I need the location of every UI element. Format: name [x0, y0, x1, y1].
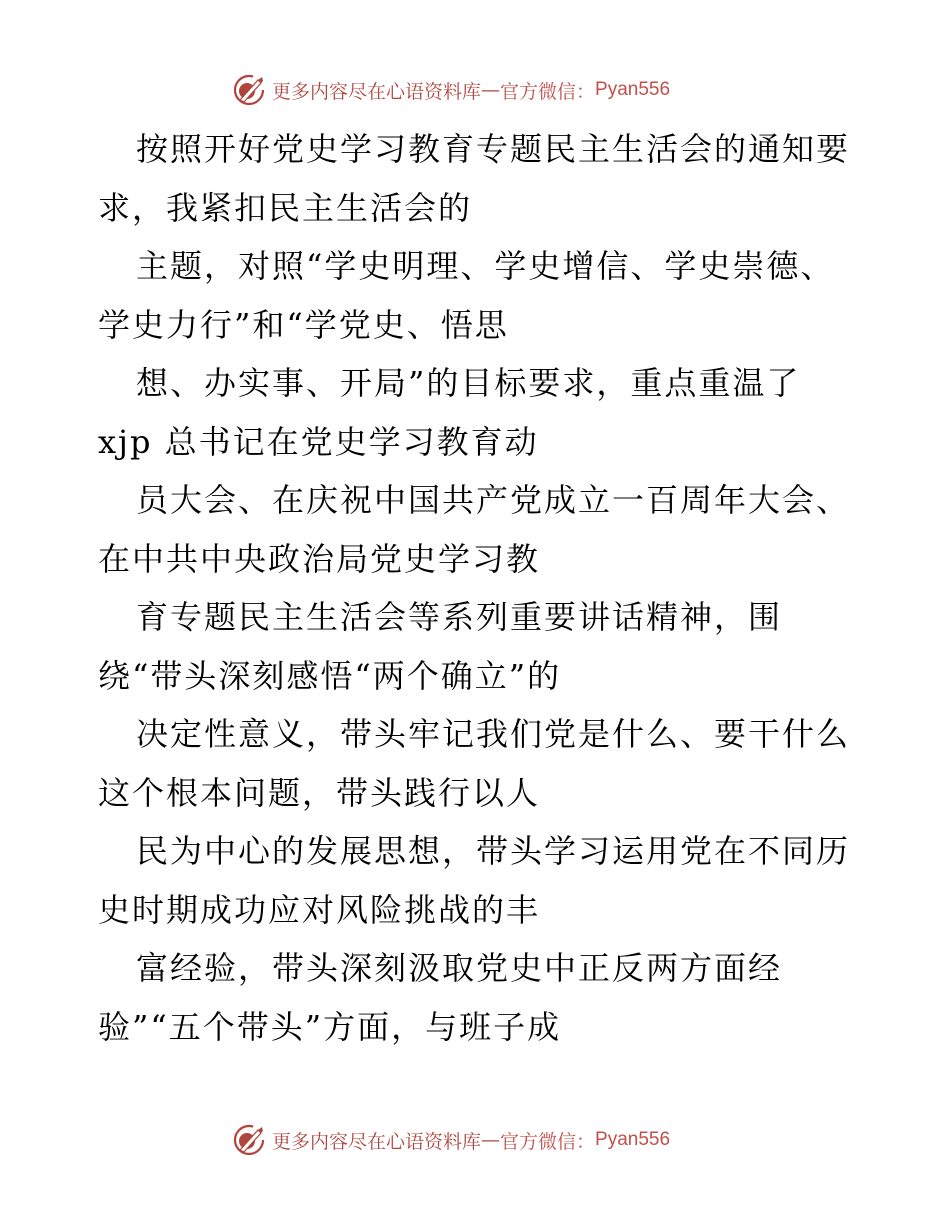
- text-line: 求，我紧扣民主生活会的: [98, 188, 473, 227]
- text-line: 育专题民主生活会等系列重要讲话精神，围: [136, 598, 783, 636]
- text-line: 绕“带头深刻感悟“两个确立”的: [98, 656, 562, 695]
- pen-logo-icon: [232, 1123, 266, 1157]
- text-line: 主题，对照“学史明理、学史增信、学史崇德、: [136, 247, 835, 285]
- text-line: 富经验，带头深刻汲取党史中正反两方面经: [136, 949, 783, 987]
- banner-text: 更多内容尽在心语资料库: [272, 1130, 482, 1153]
- banner-text: 更多内容尽在心语资料库: [272, 80, 482, 103]
- banner-wechat-label: 官方微信：: [500, 1130, 596, 1153]
- banner-wechat-label: 官方微信：: [500, 80, 596, 103]
- banner-separator: —: [481, 1129, 501, 1151]
- text-line: xjp 总书记在党史学习教育动: [98, 422, 539, 461]
- text-line: 员大会、在庆祝中国共产党成立一百周年大会、: [136, 481, 851, 519]
- footer-banner: [232, 1122, 712, 1158]
- text-line: 学史力行”和“学党史、悟思: [98, 305, 509, 344]
- banner-wechat-id: Pyan556: [595, 79, 671, 100]
- text-line: 史时期成功应对风险挑战的丰: [98, 890, 541, 929]
- text-line: 验”“五个带头”方面，与班子成: [98, 1007, 562, 1046]
- header-banner: [232, 72, 712, 108]
- text-line: 决定性意义，带头牢记我们党是什么、要干什么: [136, 715, 851, 753]
- pen-logo-icon: [232, 73, 266, 107]
- text-line: 民为中心的发展思想，带头学习运用党在不同历: [136, 832, 851, 870]
- text-line: 在中共中央政治局党史学习教: [98, 539, 541, 578]
- document-body: [98, 120, 898, 1056]
- banner-separator: —: [481, 79, 501, 101]
- text-line: 按照开好党史学习教育专题民主生活会的通知要: [136, 130, 851, 168]
- banner-wechat-id: Pyan556: [595, 1129, 671, 1150]
- text-line: 想、办实事、开局”的目标要求，重点重温了: [136, 364, 801, 402]
- text-line: 这个根本问题，带头践行以人: [98, 773, 541, 812]
